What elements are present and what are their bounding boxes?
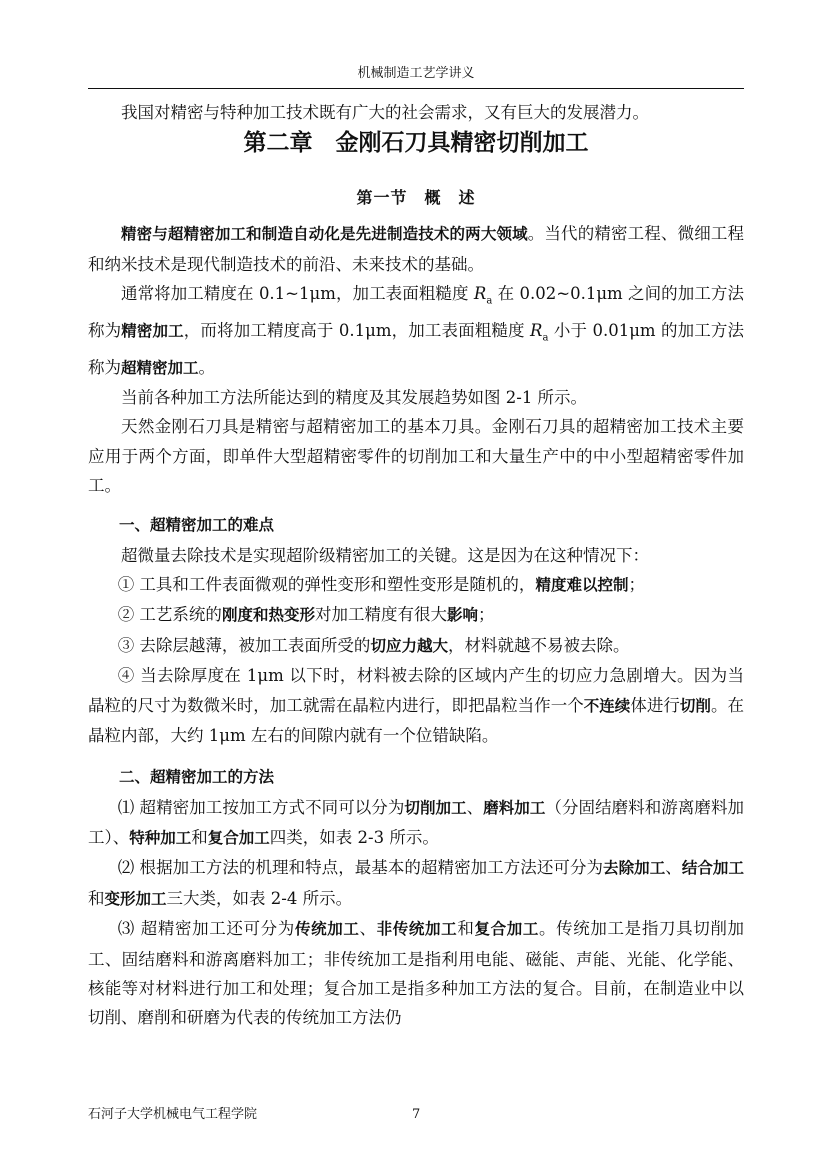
method-2-end: 三大类，如表 2-4 所示。 [166, 888, 353, 908]
method-3-term-1: 传统加工 [294, 920, 360, 939]
method-2-number: ⑵ [117, 858, 135, 878]
list-item-4 [88, 661, 744, 750]
method-3 [88, 914, 744, 1033]
list-item-4-bold-1: 不连续 [583, 696, 631, 715]
paragraph-4: 天然金刚石刀具是精密与超精密加工的基本刀具。金刚石刀具的超精密加工技术主要应用于两个方面，即单件大型超精密零件的切削加工和大量生产中的中小型超精密零件加工。 [88, 417, 744, 496]
footer-institution: 石河子大学机械电气工程学院 [88, 1107, 258, 1122]
method-1 [88, 793, 744, 854]
list-item-4-bold-2: 切削 [679, 696, 711, 715]
method-2-term-2: 结合加工 [681, 859, 744, 878]
list-item-2-bold-2: 影响 [446, 606, 478, 625]
method-1-term-3: 特种加工 [129, 828, 192, 847]
paragraph-2-text-2: 在 0.02~0.1μm 之间的加工方法称为 [88, 284, 744, 340]
list-item-2-end: ； [477, 605, 495, 625]
list-item-1-end: ； [628, 575, 645, 595]
header-rule [88, 88, 744, 89]
list-item-1 [88, 570, 744, 600]
heading-difficulties: 一、超精密加工的难点 [119, 515, 275, 534]
list-item-4-mid: 体进行 [630, 695, 680, 715]
paragraph-1-bold: 精密与超精密加工和制造自动化是先进制造技术的两大领域 [121, 225, 528, 244]
list-item-4-end: 。在晶粒内部，大约 1μm 左右的间隙内就有一个位错缺陷。 [88, 695, 744, 746]
heading-methods: 二、超精密加工的方法 [119, 767, 275, 786]
list-item-4-text: 当去除厚度在 1μm 以下时，材料被去除的区域内产生的切应力急剧增大。因为当晶粒的尺寸为数微米时，加工就需在晶粒内进行，即把晶粒当作一个 [88, 666, 744, 715]
ra-symbol: R [473, 284, 487, 304]
paragraph-2-text-4: 小于 0.01μm 的加工方法称为 [88, 320, 744, 377]
method-1-text: 超精密加工按加工方式不同可以分为 [134, 797, 405, 817]
method-2-term-3: 变形加工 [104, 889, 167, 908]
paragraph-3: 当前各种加工方法所能达到的精度及其发展趋势如图 2-1 所示。 [121, 388, 588, 408]
list-item-2-mid: 对加工精度有很大 [314, 605, 447, 625]
running-header: 机械制造工艺学讲义 [357, 66, 475, 81]
chapter-title: 第二章 金刚石刀具精密切削加工 [243, 130, 589, 157]
paragraph-1 [88, 219, 744, 279]
method-1-sep-1: 、 [466, 797, 484, 817]
page-number: 7 [412, 1107, 421, 1122]
list-item-3 [88, 631, 744, 661]
method-1-end: 四类，如表 2-3 所示。 [269, 827, 439, 847]
intro-line: 我国对精密与特种加工技术既有广大的社会需求，又有巨大的发展潜力。 [121, 103, 649, 122]
method-3-text: 超精密加工还可分为 [134, 919, 295, 939]
method-3-term-3: 复合加工 [474, 920, 539, 939]
method-1-term-1: 切削加工 [404, 798, 467, 817]
list-item-2-bold-1: 刚度和热变形 [221, 606, 315, 625]
list-item-1-number: ① [117, 575, 135, 595]
method-1-term-4: 复合加工 [207, 828, 270, 847]
list-item-2-text: 工艺系统的 [134, 605, 222, 625]
method-1-sep-2: （分固结磨料和游离磨料加工）、 [88, 797, 744, 847]
list-item-1-text: 工具和工件表面微观的弹性变形和塑性变形是随机的， [134, 575, 536, 595]
method-3-number: ⑶ [117, 919, 135, 939]
ra-subscript: a [486, 295, 493, 307]
method-1-sep-3: 和 [191, 827, 208, 847]
list-item-2 [88, 600, 744, 630]
method-2 [88, 853, 744, 914]
paragraph-2-text-5: 。 [198, 357, 216, 377]
paragraph-5: 超微量去除技术是实现超阶级精密加工的关键。这是因为在这种情况下： [121, 545, 649, 565]
method-2-sep-1: 、 [665, 858, 682, 878]
method-2-term-1: 去除加工 [603, 859, 666, 878]
method-3-term-2: 非传统加工 [376, 920, 458, 939]
list-item-3-number: ③ [117, 635, 135, 655]
list-item-2-number: ② [117, 605, 135, 625]
method-1-term-2: 磨料加工 [483, 798, 546, 817]
method-3-end: 。传统加工是指刀具切削加工、固结磨料和游离磨料加工；非传统加工是指利用电能、磁能、声能、光能、化学能、核能等对材料进行加工和处理；复合加工是指多种加工方法的复合。目前，在制造业中以切削、磨削和研磨为代表的传统加工方法仍 [88, 919, 744, 1028]
ra-symbol-2: R [530, 320, 543, 340]
paragraph-2-text-1: 通常将加工精度在 0.1~1μm，加工表面粗糙度 [121, 284, 474, 304]
method-2-sep-2: 和 [88, 888, 105, 908]
list-item-4-number: ④ [117, 666, 135, 686]
paragraph-2 [88, 279, 744, 383]
list-item-3-end: ，材料就越不易被去除。 [447, 635, 630, 655]
method-3-sep-1: 、 [359, 919, 377, 939]
list-item-3-bold: 切应力越大 [370, 636, 448, 655]
ra-subscript-2: a [542, 332, 549, 344]
page-body [88, 98, 744, 1033]
method-2-text: 根据加工方法的机理和特点，最基本的超精密加工方法还可分为 [134, 858, 604, 878]
list-item-3-text: 去除层越薄，被加工表面所受的 [134, 635, 371, 655]
method-3-sep-2: 和 [457, 919, 475, 939]
section-title: 第一节 概 述 [356, 188, 476, 208]
method-1-number: ⑴ [117, 797, 135, 817]
term-precision-machining: 精密加工 [121, 321, 184, 340]
paragraph-1-text: 。当代的精密工程、微细工程和纳米技术是现代制造技术的前沿、未来技术的基础。 [88, 224, 744, 274]
list-item-1-bold: 精度难以控制 [535, 576, 629, 595]
paragraph-2-text-3: ，而将加工精度高于 0.1μm，加工表面粗糙度 [183, 320, 531, 340]
term-ultra-precision-machining: 超精密加工 [121, 358, 199, 377]
